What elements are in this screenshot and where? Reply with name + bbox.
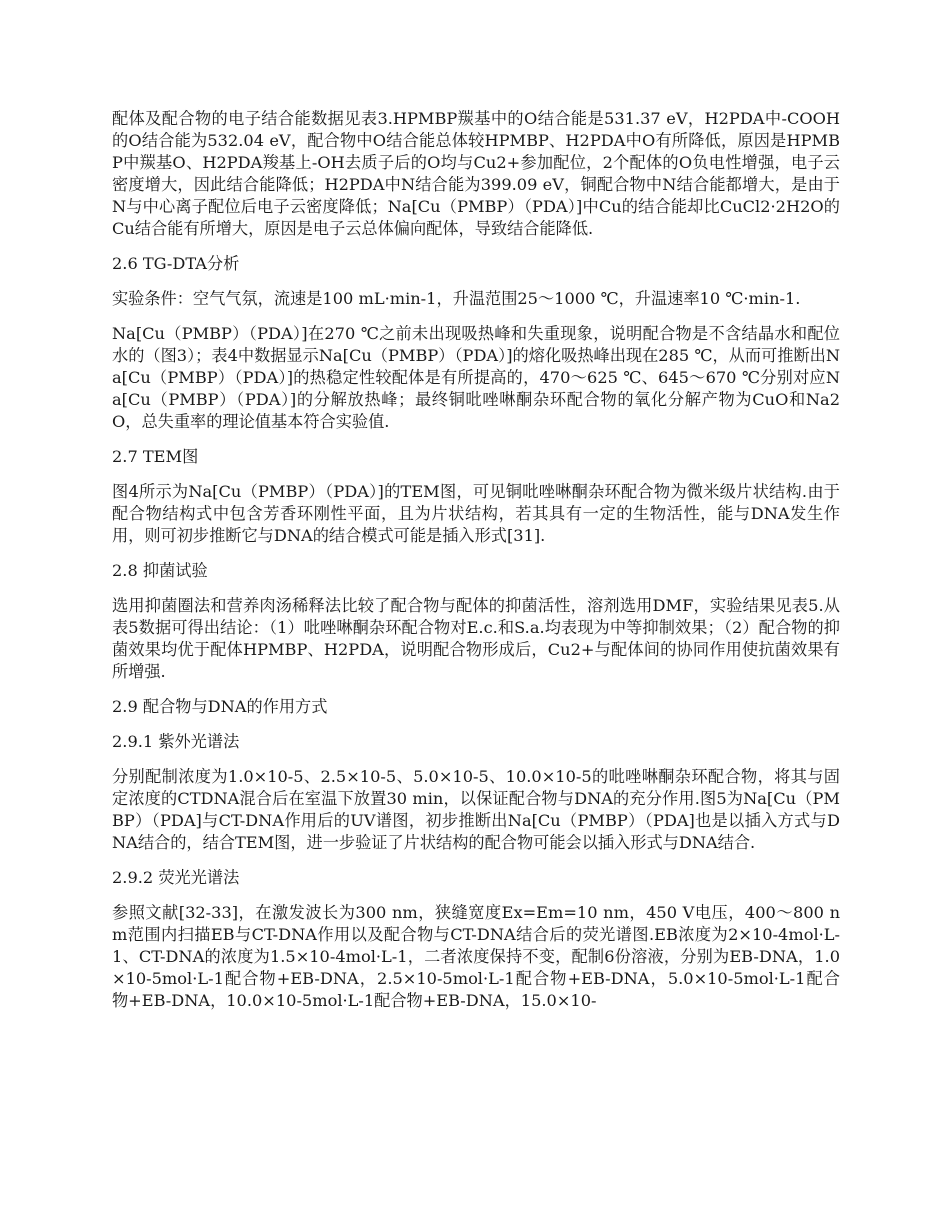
subsection-heading-2-9-1: 2.9.1 紫外光谱法 bbox=[112, 732, 240, 751]
section-heading-2-8: 2.8 抑菌试验 bbox=[112, 561, 208, 580]
document-page bbox=[112, 108, 840, 1025]
paragraph-experiment-conditions: 实验条件：空气气氛，流速是100 mL·min-1，升温范围25～1000 ℃，升温速率10 ℃·min-1. bbox=[112, 289, 801, 308]
paragraph-uv-spectroscopy: 分别配制浓度为1.0×10-5、2.5×10-5、5.0×10-5、10.0×10-5的吡唑啉酮杂环配合物，将其与固定浓度的CTDNA混合后在室温下放置30 min，以保证配合物与DNA的充分作用.图5为Na[Cu（PMBP）（PDA]与CT-DNA作用后的UV谱图，初步推断出Na[Cu（PMBP）（PDA]也是以插入方式与DNA结合的，结合TEM图，进一步验证了片状结构的配合物可能会以插入形式与DNA结合. bbox=[112, 767, 840, 852]
section-heading-2-9: 2.9 配合物与DNA的作用方式 bbox=[112, 697, 328, 716]
section-heading-2-7: 2.7 TEM图 bbox=[112, 447, 199, 466]
subsection-heading-2-9-2: 2.9.2 荧光光谱法 bbox=[112, 868, 240, 887]
paragraph-xps-binding-energy: 配体及配合物的电子结合能数据见表3.HPMBP羰基中的O结合能是531.37 eV，H2PDA中-COOH的O结合能为532.04 eV，配合物中O结合能总体较HPMBP、H2PDA中O有所降低，原因是HPMBP中羰基O、H2PDA羧基上-OH去质子后的O均与Cu2+参加配位，2个配体的O负电性增强，电子云密度增大，因此结合能降低；H2PDA中N结合能为399.09 eV，铜配合物中N结合能都增大，是由于N与中心离子配位后电子云密度降低；Na[Cu（PMBP）（PDA）]中Cu的结合能却比CuCl2·2H2O的Cu结合能有所增大，原因是电子云总体偏向配体，导致结合能降低. bbox=[112, 109, 840, 238]
paragraph-tg-dta-results: Na[Cu（PMBP）（PDA）]在270 ℃之前未出现吸热峰和失重现象，说明配合物是不含结晶水和配位水的（图3）；表4中数据显示Na[Cu（PMBP）（PDA）]的熔化吸热峰出现在285 ℃，从而可推断出Na[Cu（PMBP）（PDA）]的热稳定性较配体是有所提高的，470～625 ℃、645～670 ℃分别对应Na[Cu（PMBP）（PDA）]的分解放热峰；最终铜吡唑啉酮杂环配合物的氧化分解产物为CuO和Na2O，总失重率的理论值基本符合实验值. bbox=[112, 324, 840, 431]
paragraph-tem-results: 图4所示为Na[Cu（PMBP）（PDA）]的TEM图，可见铜吡唑啉酮杂环配合物为微米级片状结构.由于配合物结构式中包含芳香环刚性平面，且为片状结构，若其具有一定的生物活性，能与DNA发生作用，则可初步推断它与DNA的结合模式可能是插入形式[31]. bbox=[112, 482, 840, 545]
section-heading-2-6: 2.6 TG-DTA分析 bbox=[112, 254, 240, 273]
paragraph-antibacterial-results: 选用抑菌圈法和营养肉汤稀释法比较了配合物与配体的抑菌活性，溶剂选用DMF，实验结果见表5.从表5数据可得出结论：（1）吡唑啉酮杂环配合物对E.c.和S.a.均表现为中等抑制效果；（2）配合物的抑菌效果均优于配体HPMBP、H2PDA，说明配合物形成后，Cu2+与配体间的协同作用使抗菌效果有所增强. bbox=[112, 596, 840, 681]
paragraph-fluorescence-spectroscopy: 参照文献[32-33]，在激发波长为300 nm，狭缝宽度Ex=Em=10 nm，450 V电压，400～800 nm范围内扫描EB与CT-DNA作用以及配合物与CT-DNA结合后的荧光谱图.EB浓度为2×10-4mol·L-1、CT-DNA的浓度为1.5×10-4mol·L-1，二者浓度保持不变，配制6份溶液，分别为EB-DNA，1.0×10-5mol·L-1配合物+EB-DNA，2.5×10-5mol·L-1配合物+EB-DNA，5.0×10-5mol·L-1配合物+EB-DNA，10.0×10-5mol·L-1配合物+EB-DNA，15.0×10- bbox=[112, 903, 840, 1010]
